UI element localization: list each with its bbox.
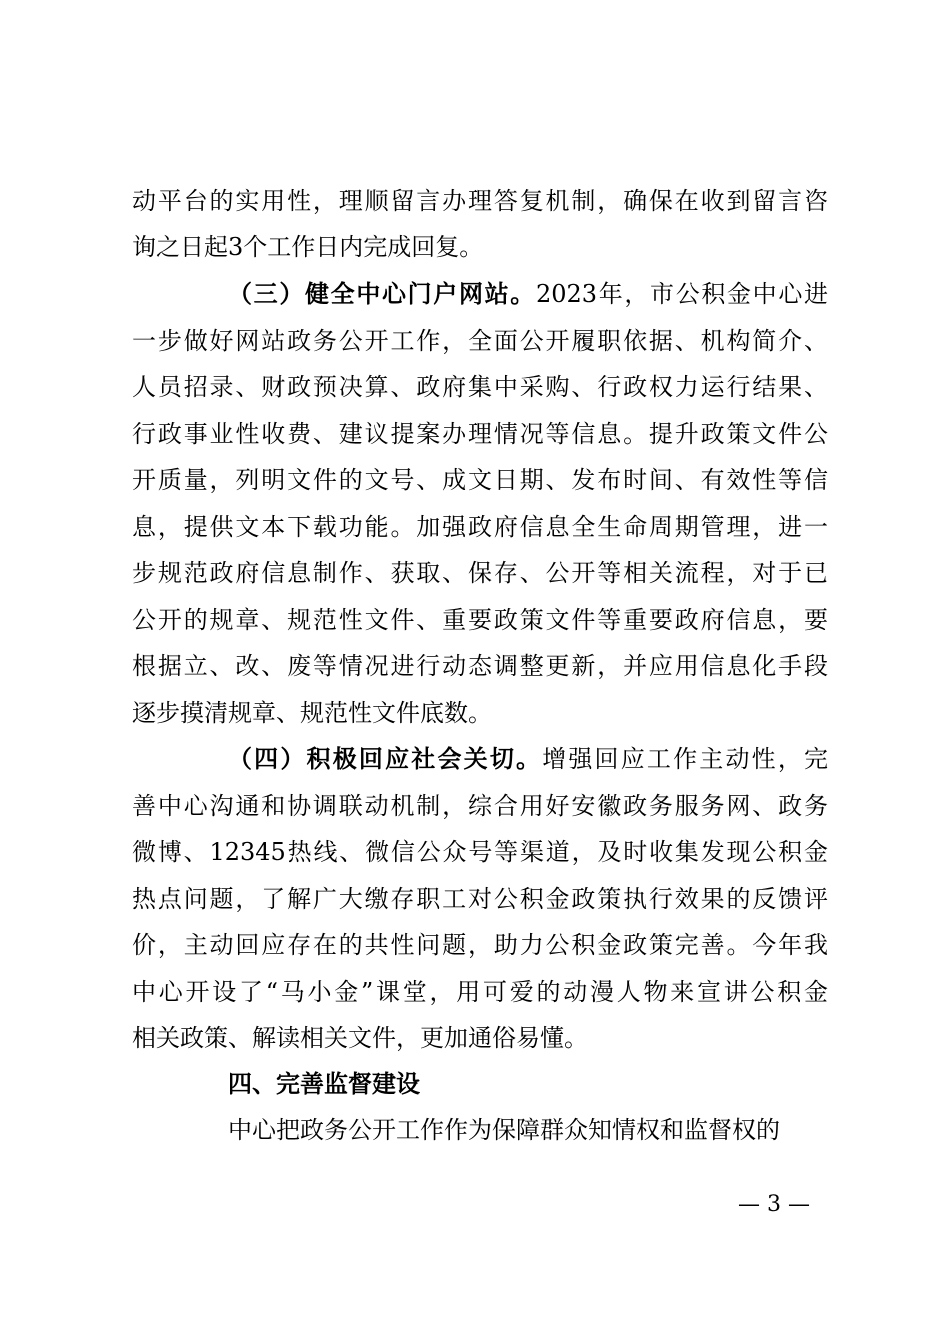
section-heading: 四、完善监督建设 bbox=[228, 1070, 420, 1098]
paragraph-line: 根据立、改、废等情况进行动态调整更新，并应用信息化手段 bbox=[132, 652, 828, 680]
page-number: — 3 — bbox=[738, 1192, 810, 1217]
paragraph-line: 一步做好网站政务公开工作，全面公开履职依据、机构简介、 bbox=[132, 327, 828, 355]
paragraph-text: 增强回应工作主动性，完 bbox=[542, 745, 828, 773]
paragraph-line: 中心把政务公开工作作为保障群众知情权和监督权的 bbox=[228, 1116, 780, 1144]
subheading-four: （四）积极回应社会关切。 bbox=[228, 744, 543, 773]
paragraph-line: 行政事业性收费、建议提案办理情况等信息。提升政策文件公 bbox=[132, 420, 828, 448]
paragraph-line: 息，提供文本下载功能。加强政府信息全生命周期管理，进一 bbox=[132, 513, 828, 541]
paragraph-text: 2023年，市公积金中心进 bbox=[535, 280, 828, 308]
paragraph-line: 开质量，列明文件的文号、成文日期、发布时间、有效性等信 bbox=[132, 466, 828, 494]
paragraph-line: 相关政策、解读相关文件，更加通俗易懂。 bbox=[132, 1024, 588, 1052]
paragraph-line: 热点问题，了解广大缴存职工对公积金政策执行效果的反馈评 bbox=[132, 885, 828, 913]
paragraph-line: 步规范政府信息制作、获取、保存、公开等相关流程，对于已 bbox=[132, 559, 828, 587]
paragraph-line: 人员招录、财政预决算、政府集中采购、行政权力运行结果、 bbox=[132, 373, 828, 401]
paragraph-line: 善中心沟通和协调联动机制，综合用好安徽政务服务网、政务 bbox=[132, 792, 828, 820]
paragraph-line: 中心开设了“马小金”课堂，用可爱的动漫人物来宣讲公积金 bbox=[132, 978, 828, 1006]
paragraph-line: 动平台的实用性，理顺留言办理答复机制，确保在收到留言咨 bbox=[132, 187, 828, 215]
subheading-three: （三）健全中心门户网站。 bbox=[228, 279, 536, 308]
paragraph-line: 逐步摸清规章、规范性文件底数。 bbox=[132, 699, 492, 727]
paragraph-line: 微博、12345热线、微信公众号等渠道，及时收集发现公积金 bbox=[132, 838, 828, 866]
paragraph-line: 价，主动回应存在的共性问题，助力公积金政策完善。今年我 bbox=[132, 931, 828, 959]
paragraph-line: 询之日起3个工作日内完成回复。 bbox=[132, 233, 484, 261]
paragraph-line bbox=[228, 739, 828, 779]
paragraph-line bbox=[228, 274, 828, 314]
paragraph-line: 公开的规章、规范性文件、重要政策文件等重要政府信息，要 bbox=[132, 606, 828, 634]
